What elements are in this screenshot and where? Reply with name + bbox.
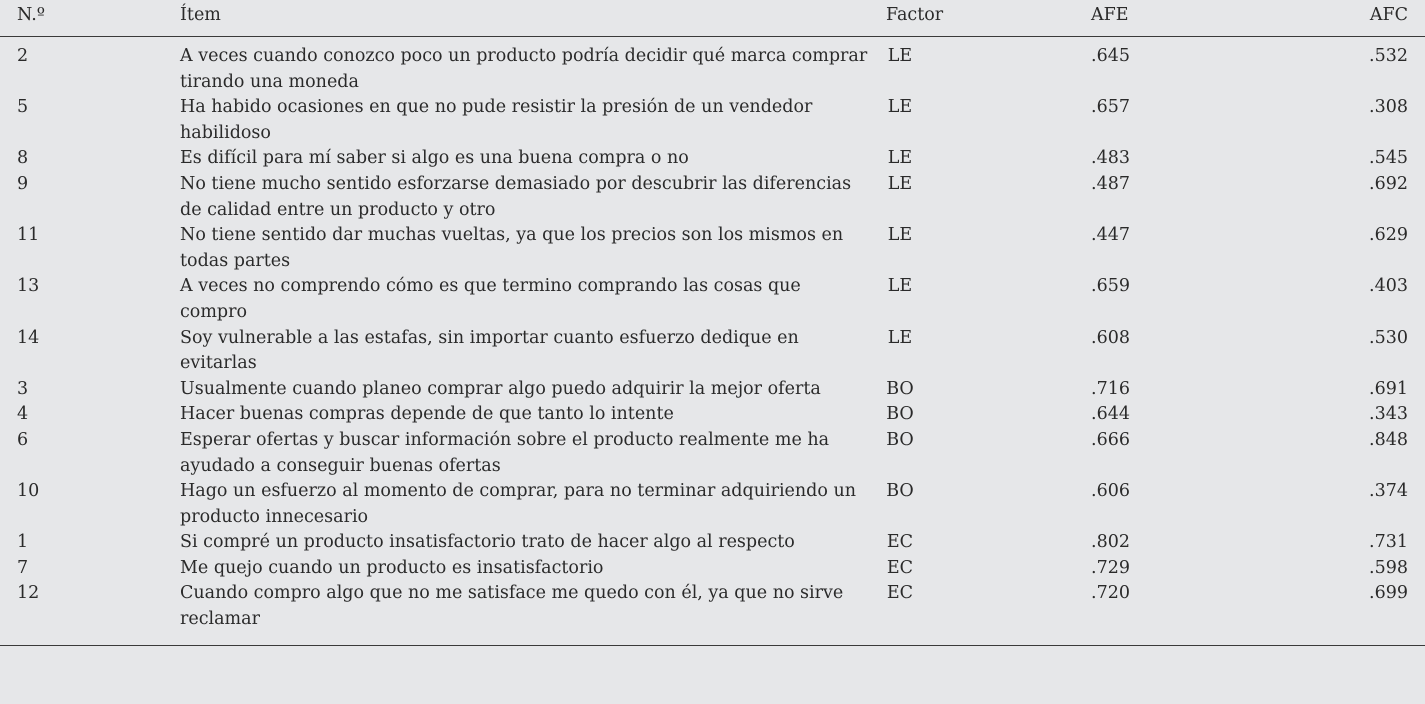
factor-label: EC xyxy=(886,557,914,578)
cell-item: Si compré un producto insatisfactorio trato de hacer algo al respecto xyxy=(180,532,795,553)
cell-afe: .659 xyxy=(1091,276,1130,297)
table-body xyxy=(0,37,1425,646)
table-row xyxy=(0,581,1425,645)
cell-num: 5 xyxy=(17,97,29,118)
table-row xyxy=(0,172,1425,223)
cell-afc: .532 xyxy=(1369,46,1408,66)
cell-afc: .530 xyxy=(1369,327,1408,348)
cell-afe: .447 xyxy=(1091,225,1130,246)
cell-factor xyxy=(870,581,981,645)
factor-label: LE xyxy=(887,276,913,297)
cell-factor xyxy=(870,223,981,274)
factor-label: LE xyxy=(887,148,913,169)
cell-afc: .691 xyxy=(1369,378,1408,399)
cell-num: 6 xyxy=(17,429,29,450)
cell-afc: .629 xyxy=(1369,225,1408,246)
factor-label: BO xyxy=(886,429,914,450)
table-header xyxy=(0,0,1425,37)
cell-afc: .343 xyxy=(1369,404,1408,425)
cell-num: 1 xyxy=(17,532,29,553)
cell-afe: .644 xyxy=(1091,404,1130,425)
cell-afc: .731 xyxy=(1369,532,1408,553)
cell-afe: .729 xyxy=(1091,557,1130,578)
cell-num: 13 xyxy=(17,276,40,297)
cell-factor xyxy=(870,172,981,223)
table-row xyxy=(0,274,1425,325)
cell-factor xyxy=(870,530,981,556)
cell-item: Esperar ofertas y buscar información sobre el producto realmente me ha ayudado a conseguir buenas ofertas xyxy=(180,429,830,476)
factor-label: BO xyxy=(886,404,914,425)
cell-num: 12 xyxy=(0,581,180,645)
cell-item: No tiene mucho sentido esforzarse demasiado por descubrir las diferencias de calidad entre un producto y otro xyxy=(180,173,852,220)
table-row xyxy=(0,556,1425,582)
cell-afe: .716 xyxy=(1091,378,1130,399)
cell-item: Hacer buenas compras depende de que tanto lo intente xyxy=(180,404,674,425)
cell-afc: .848 xyxy=(1369,429,1408,450)
factor-label: LE xyxy=(887,327,913,348)
cell-afe: .645 xyxy=(1091,46,1130,66)
cell-item: Soy vulnerable a las estafas, sin importar cuanto esfuerzo dedique en evitarlas xyxy=(180,327,799,374)
cell-num: 10 xyxy=(17,481,40,502)
cell-afe: .483 xyxy=(1091,148,1130,169)
cell-afe: .657 xyxy=(1091,97,1130,118)
cell-num: 4 xyxy=(17,404,29,425)
table-row xyxy=(0,377,1425,403)
cell-factor xyxy=(870,402,981,428)
cell-item: Ha habido ocasiones en que no pude resistir la presión de un vendedor habilidoso xyxy=(180,97,813,143)
cell-factor xyxy=(870,95,981,146)
table-row xyxy=(0,146,1425,172)
table-row xyxy=(0,326,1425,377)
table-row xyxy=(0,95,1425,146)
cell-num: 8 xyxy=(17,148,29,169)
table-row xyxy=(0,479,1425,530)
header-factor: Factor xyxy=(870,0,981,37)
cell-num: 9 xyxy=(17,173,29,194)
cell-factor xyxy=(870,428,981,479)
header-afe: AFE xyxy=(981,0,1234,37)
cell-item: Es difícil para mí saber si algo es una buena compra o no xyxy=(180,148,689,169)
factor-label: LE xyxy=(887,225,913,246)
table-row xyxy=(0,402,1425,428)
header-item: Ítem xyxy=(180,0,870,37)
cell-afe: .606 xyxy=(1091,481,1130,502)
header-afc: AFC xyxy=(1234,0,1425,37)
cell-afc: .545 xyxy=(1369,148,1408,169)
cell-num: 3 xyxy=(17,378,29,399)
cell-factor xyxy=(870,479,981,530)
table-row xyxy=(0,223,1425,274)
cell-factor xyxy=(870,326,981,377)
cell-afe: .608 xyxy=(1091,327,1130,348)
cell-afc: .403 xyxy=(1369,276,1408,297)
cell-afc: .308 xyxy=(1369,97,1408,118)
cell-item: No tiene sentido dar muchas vueltas, ya que los precios son los mismos en todas partes xyxy=(180,225,844,271)
cell-num: 11 xyxy=(17,225,40,246)
cell-afc: .374 xyxy=(1369,481,1408,502)
header-row xyxy=(0,0,1425,37)
header-num: N.º xyxy=(0,0,180,37)
cell-factor xyxy=(870,146,981,172)
table-row xyxy=(0,530,1425,556)
cell-afc: .692 xyxy=(1369,173,1408,194)
cell-afe: .802 xyxy=(1091,532,1130,553)
cell-afc: .699 xyxy=(1234,581,1425,645)
cell-num: 7 xyxy=(17,557,29,578)
cell-factor xyxy=(870,556,981,582)
cell-afe: .666 xyxy=(1091,429,1130,450)
cell-num: 14 xyxy=(17,327,40,348)
cell-item: A veces cuando conozco poco un producto podría decidir qué marca comprar tirando una moneda xyxy=(180,46,868,92)
cell-item: Cuando compro algo que no me satisface me quedo con él, ya que no sirve reclamar xyxy=(180,581,870,645)
cell-factor xyxy=(870,377,981,403)
cell-afe: .487 xyxy=(1091,173,1130,194)
cell-item: A veces no comprendo cómo es que termino comprando las cosas que compro xyxy=(180,276,801,322)
table-row xyxy=(0,428,1425,479)
cell-afe: .720 xyxy=(981,581,1234,645)
cell-factor xyxy=(870,37,981,96)
cell-num: 2 xyxy=(17,46,29,66)
factor-label: BO xyxy=(886,481,914,502)
cell-item: Me quejo cuando un producto es insatisfactorio xyxy=(180,557,604,578)
factor-label: LE xyxy=(887,97,913,118)
table-row xyxy=(0,37,1425,96)
cell-item: Hago un esfuerzo al momento de comprar, para no terminar adquiriendo un producto innecesario xyxy=(180,481,857,527)
factor-label: LE xyxy=(887,173,913,194)
factor-label: BO xyxy=(886,378,914,399)
factor-label: EC xyxy=(886,583,914,604)
cell-factor xyxy=(870,274,981,325)
factor-label: EC xyxy=(886,532,914,553)
factor-label: LE xyxy=(887,46,913,66)
cell-afc: .598 xyxy=(1369,557,1408,578)
cell-item: Usualmente cuando planeo comprar algo puedo adquirir la mejor oferta xyxy=(180,378,821,399)
